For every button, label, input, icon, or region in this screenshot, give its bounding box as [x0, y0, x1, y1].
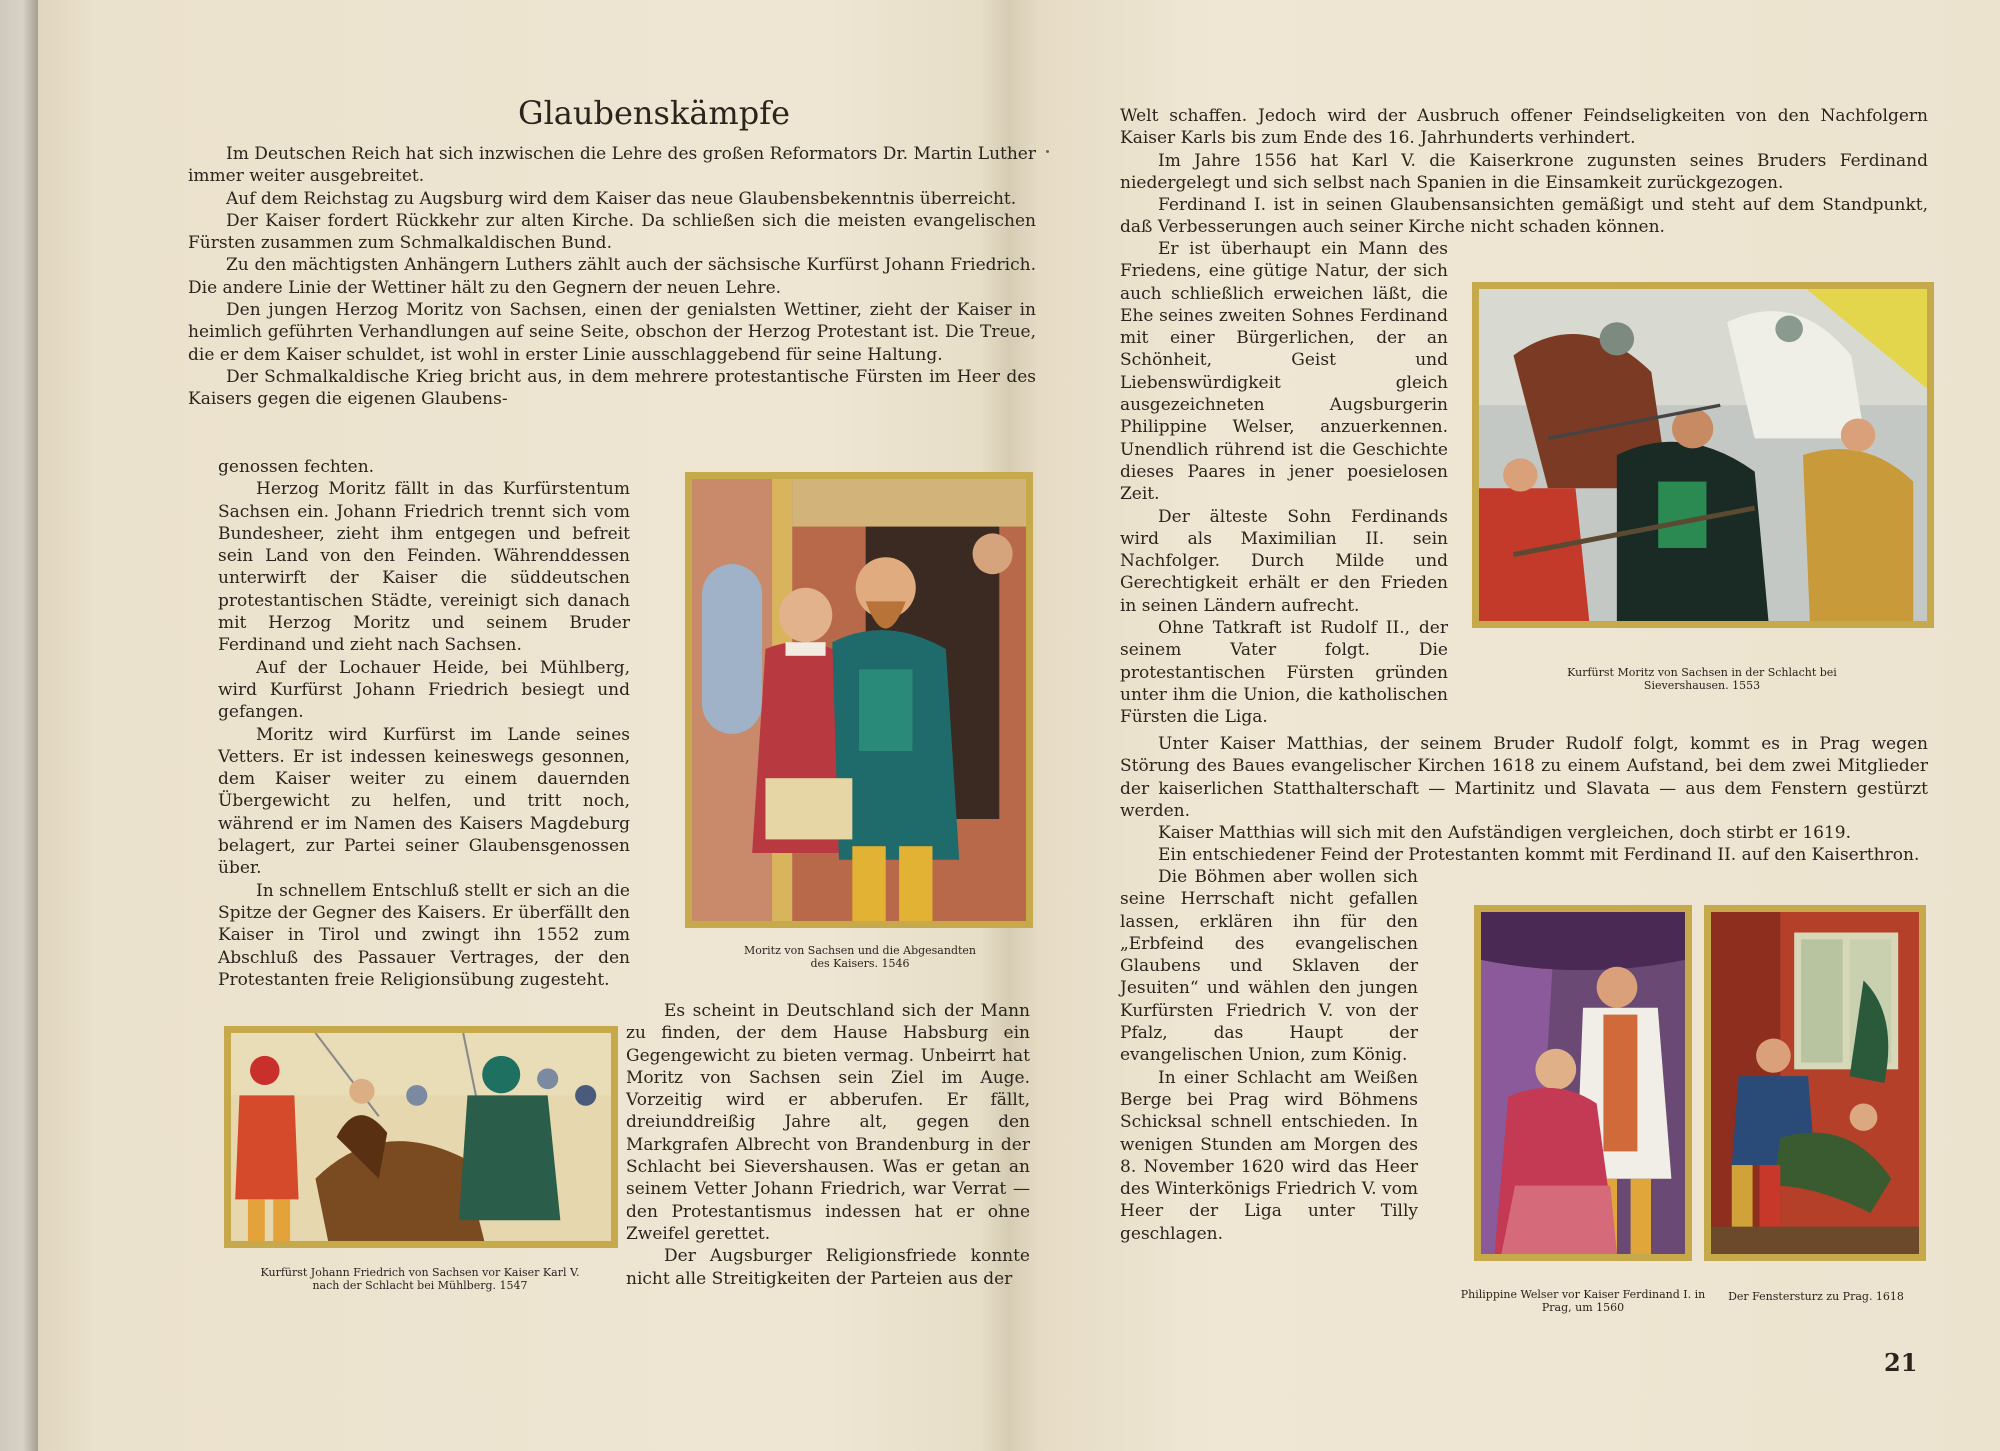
paragraph: genossen fechten. — [218, 457, 375, 477]
page-number: 21 — [1884, 1348, 1918, 1377]
paragraph: Unter Kaiser Matthias, der seinem Bruder Rudolf folgt, kommt es in Prag wegen Störung des Baues evangelischer Kirchen 1618 zu einem Aufstand, bei dem zwei Mitglieder der kaiserlichen Statthalterschaft — Martinitz und Slavata — aus dem Fenstern gestürzt werden. — [1120, 734, 1928, 821]
caption-moritz-envoys: Moritz von Sachsen und die Abgesandten des Kaisers. 1546 — [743, 944, 977, 970]
paragraph: In einer Schlacht am Weißen Berge bei Prag wird Böhmens Schicksal schnell entschieden. In wenigen Stunden am Morgen des 8. November 1620 wird das Heer des Winterkönigs Friedrich V. vom Heer der Liga unter Tilly geschlagen. — [1120, 1067, 1418, 1244]
text-column-left-top — [188, 143, 1036, 411]
paragraph: Moritz wird Kurfürst im Lande seines Vetters. Er ist indessen keineswegs gesonnen, dem Kaiser weiter zu einem dauernden Übergewicht zu helfen, und tritt noch, während er im Namen des Kaisers Magdeburg belagert, zur Partei seiner Glaubensgenossen über. — [218, 724, 630, 879]
paragraph: Zu den mächtigsten Anhängern Luthers zählt auch der sächsische Kurfürst Johann Friedrich. Die andere Linie der Wettiner hält zu den Gegnern der neuen Lehre. — [188, 255, 1036, 298]
paragraph: Im Jahre 1556 hat Karl V. die Kaiserkrone zugunsten seines Bruders Ferdinand niedergelegt und sich selbst nach Spanien in die Einsamkeit zurückgezogen. — [1120, 150, 1928, 193]
paragraph: In schnellem Entschluß stellt er sich an die Spitze der Gegner des Kaisers. Er überfällt den Kaiser in Tirol und zwingt ihn 1552 zum Abschluß des Passauer Vertrages, der den Protestanten freie Religionsübung zugesteht. — [218, 880, 630, 990]
paragraph: Welt schaffen. Jedoch wird der Ausbruch offener Feindseligkeiten von den Nachfolgern Kaiser Karls bis zum Ende des 16. Jahrhunderts verhindert. — [1120, 106, 1928, 149]
paragraph: Ferdinand I. ist in seinen Glaubensansichten gemäßigt und steht auf dem Standpunkt, daß Verbesserungen auch seiner Kirche nicht schaden können. — [1120, 195, 1928, 238]
paragraph: Der älteste Sohn Ferdinands wird als Maximilian II. sein Nachfolger. Durch Milde und Gerechtigkeit erhält er den Frieden in seinen Ländern aufrecht. — [1120, 506, 1448, 616]
paragraph: Den jungen Herzog Moritz von Sachsen, einen der genialsten Wettiner, zieht der Kaiser in heimlich geführten Verhandlungen auf seine Seite, obschon der Herzog Protestant ist. Die Treue, die er dem Kaiser schuldet, ist wohl in erster Linie ausschlaggebend für seine Haltung. — [188, 300, 1036, 365]
paragraph: Auf dem Reichstag zu Augsburg wird dem Kaiser das neue Glaubensbekenntnis überreicht. — [226, 188, 1017, 209]
book-spread — [38, 0, 2000, 1451]
text-column-center — [626, 1000, 1030, 1290]
page-title: Glaubenskämpfe — [518, 94, 791, 132]
paragraph: Herzog Moritz fällt in das Kurfürstentum Sachsen ein. Johann Friedrich trennt sich vom Bundesheer, zieht ihm entgegen und befreit sein Land von den Feinden. Währenddessen unterwirft der Kaiser die süddeutschen protestantischen Städte, vereinigt sich danach mit Herzog Moritz und seinem Bruder Ferdinand und zieht nach Sachsen. — [218, 479, 630, 656]
paragraph: Es scheint in Deutschland sich der Mann zu finden, der dem Hause Habsburg ein Gegengewicht zu bieten vermag. Unbeirrt hat Moritz von Sachsen sein Ziel im Auge. Vorzeitig wird er abberufen. Er fällt, dreiunddreißig Jahre alt, gegen den Markgrafen Albrecht von Brandenburg in der Schlacht bei Sievershausen. Was er getan an seinem Vetter Johann Friedrich, war Verrat — den Protestantismus indessen hat er ohne Zweifel gerettet. — [626, 1001, 1030, 1244]
caption-philippine-welser: Philippine Welser vor Kaiser Ferdinand I. in Prag, um 1560 — [1460, 1288, 1706, 1314]
text-column-right-top — [1120, 105, 1928, 239]
illustration-battle-sievershausen — [1472, 282, 1934, 628]
paragraph: Ohne Tatkraft ist Rudolf II., der seinem Vater folgt. Die protestantischen Fürsten gründen unter ihm die Union, die katholischen Fürsten die Liga. — [1120, 618, 1448, 728]
illustration-philippine-welser — [1474, 905, 1692, 1261]
paragraph: Ein entschiedener Feind der Protestanten kommt mit Ferdinand II. auf den Kaiserthron. — [1158, 845, 1920, 866]
paragraph: Auf der Lochauer Heide, bei Mühlberg, wird Kurfürst Johann Friedrich besiegt und gefangen. — [218, 657, 630, 723]
caption-fenstersturz: Der Fenstersturz zu Prag. 1618 — [1728, 1290, 1904, 1303]
paragraph: Der Augsburger Religionsfriede konnte nicht alle Streitigkeiten der Parteien aus der — [626, 1246, 1030, 1289]
text-column-right-narrow-2 — [1120, 866, 1418, 1245]
paragraph: Die Böhmen aber wollen sich seine Herrschaft nicht gefallen lassen, erklären ihn für den „Erbfeind des evangelischen Glaubens und Sklaven der Jesuiten“ und wählen den jungen Kurfürsten Friedrich V. von der Pfalz, das Haupt der evangelischen Union, zum König. — [1120, 867, 1418, 1066]
text-column-right-full — [1120, 733, 1928, 867]
text-column-right-narrow-1 — [1120, 238, 1448, 729]
book-page-edge — [0, 0, 38, 1451]
margin-mark — [1046, 150, 1049, 153]
caption-johann-friedrich: Kurfürst Johann Friedrich von Sachsen vor Kaiser Karl V. nach der Schlacht bei Mühlberg. 1547 — [260, 1266, 580, 1292]
paragraph: Er ist überhaupt ein Mann des Friedens, eine gütige Natur, der sich auch schließlich erweichen läßt, die Ehe seines zweiten Sohnes Ferdinand mit einer Bürgerlichen, der an Schönheit, Geist und Liebenswürdigkeit gleich ausgezeichneten Augsburgerin Philippine Welser, anzuerkennen. Unendlich rührend ist die Geschichte dieses Paares in jener poesielosen Zeit. — [1120, 239, 1448, 505]
paragraph: Kaiser Matthias will sich mit den Aufständigen vergleichen, doch stirbt er 1619. — [1158, 823, 1851, 844]
text-column-left-narrow — [218, 456, 630, 991]
caption-battle-sievershausen: Kurfürst Moritz von Sachsen in der Schlacht bei Sievershausen. 1553 — [1567, 666, 1837, 692]
paragraph: Im Deutschen Reich hat sich inzwischen die Lehre des großen Reformators Dr. Martin Luther immer weiter ausgebreitet. — [188, 144, 1036, 187]
illustration-moritz-envoys — [685, 472, 1033, 928]
illustration-johann-friedrich — [224, 1026, 618, 1248]
illustration-fenstersturz — [1704, 905, 1926, 1261]
paragraph: Der Schmalkaldische Krieg bricht aus, in dem mehrere protestantische Fürsten im Heer des Kaisers gegen die eigenen Glaubens- — [188, 366, 1036, 410]
paragraph: Der Kaiser fordert Rückkehr zur alten Kirche. Da schließen sich die meisten evangelischen Fürsten zusammen zum Schmalkaldischen Bund. — [188, 210, 1036, 254]
